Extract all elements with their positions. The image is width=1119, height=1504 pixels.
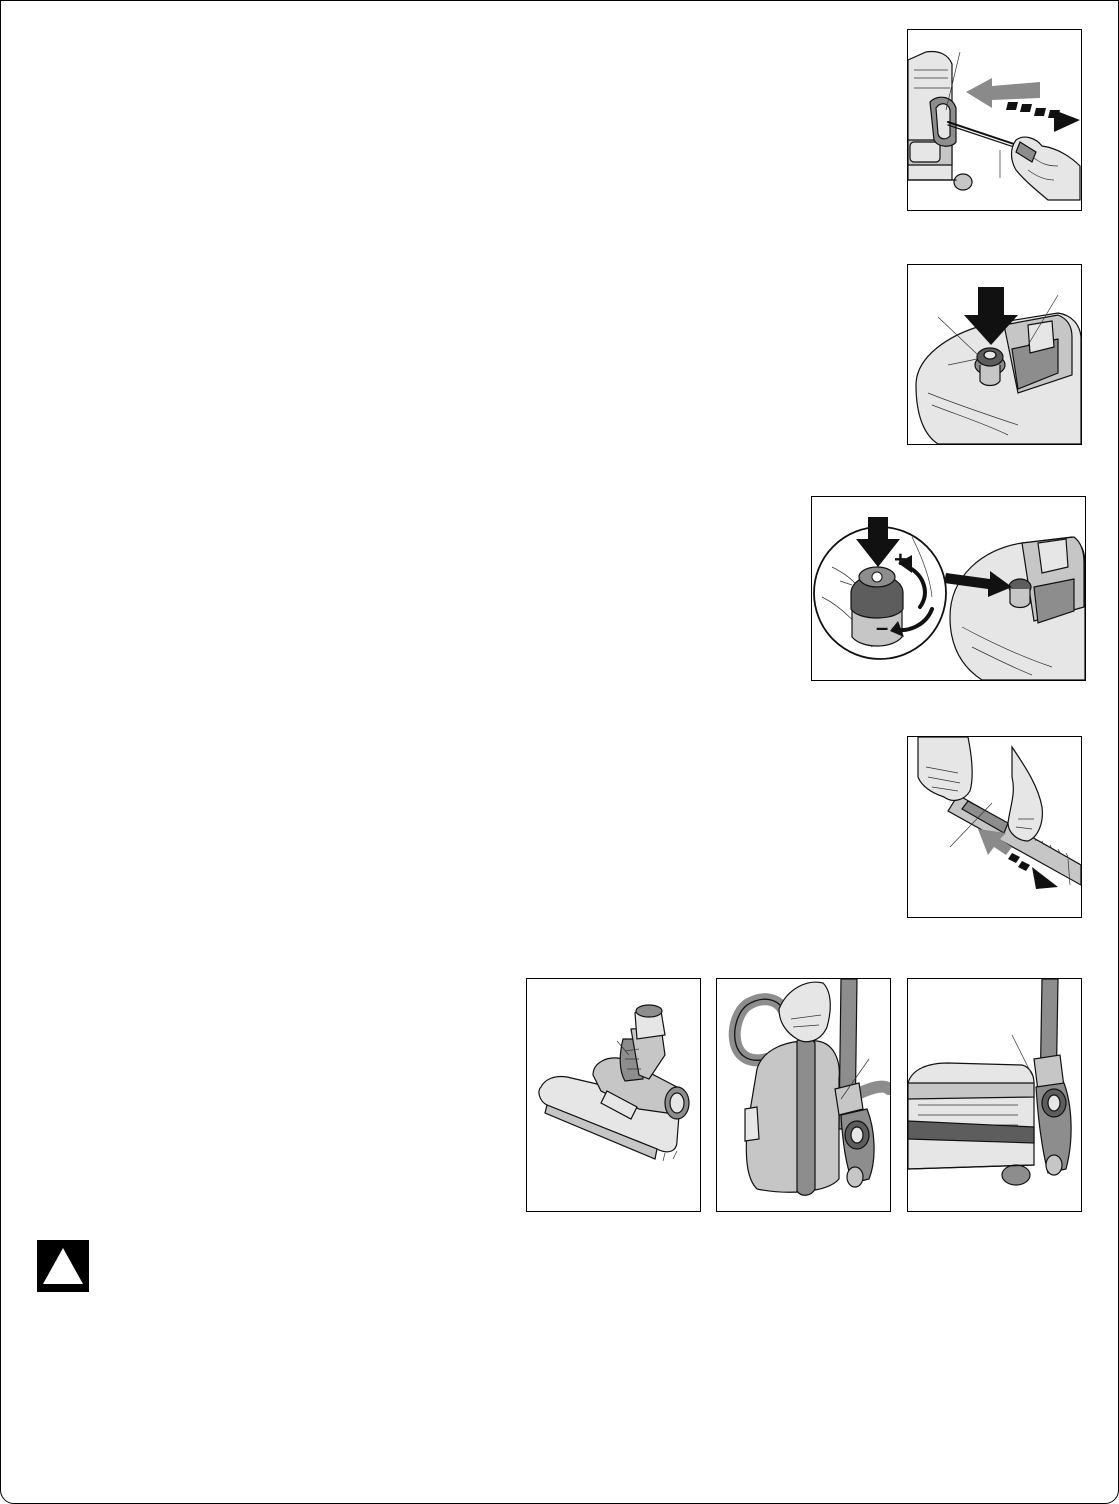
parking-figure bbox=[907, 978, 1082, 1212]
warning-triangle-icon bbox=[37, 1240, 89, 1292]
power-dial-figure bbox=[811, 496, 1086, 681]
cord-button-figure bbox=[907, 264, 1082, 445]
plus-symbol: + bbox=[894, 547, 907, 572]
minus-symbol: – bbox=[876, 615, 889, 640]
floor-nozzle-figure bbox=[526, 978, 701, 1212]
carry-handle-figure bbox=[716, 978, 891, 1212]
cord-rewind-figure bbox=[907, 29, 1082, 211]
telescopic-tube-figure bbox=[907, 736, 1082, 918]
